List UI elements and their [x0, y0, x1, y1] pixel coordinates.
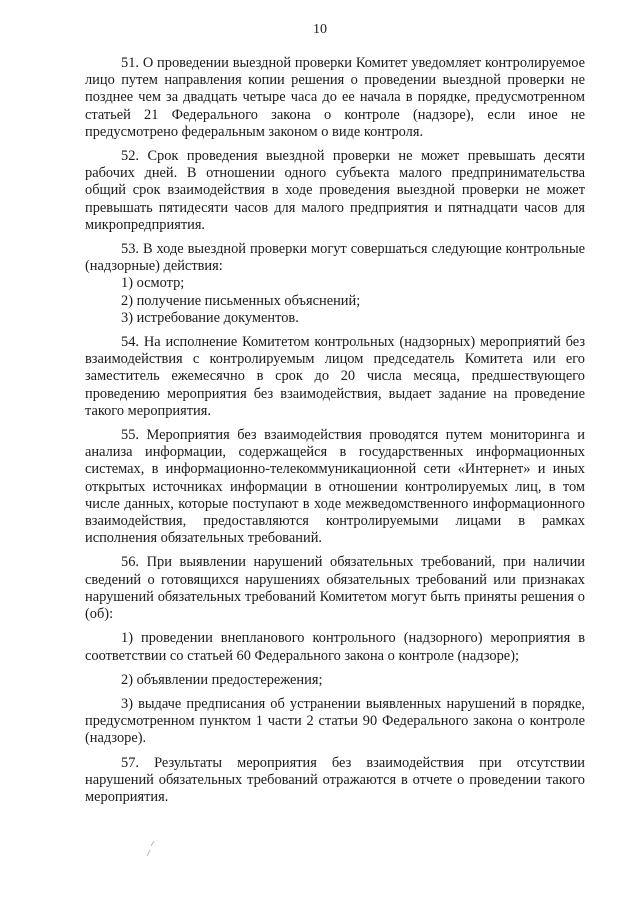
list-item: 2) получение письменных объяснений; [121, 292, 361, 309]
paragraph-53: 53. В ходе выездной проверки могут совершаться следующие контрольные (надзорные) действия: [85, 241, 585, 275]
document-body [85, 55, 585, 813]
scan-mark [145, 838, 157, 858]
paragraph-57: 57. Результаты мероприятия без взаимодействия при отсутствии нарушений обязательных требований отражаются в отчете о проведении такого мероприятия. [85, 754, 585, 805]
paragraph-51: 51. О проведении выездной проверки Комитет уведомляет контролируемое лицо путем направления копии решения о проведении выездной проверки не позднее чем за двадцать четыре часа до ее начала в порядке, предусмотренном статьей 21 Федерального закона о контроле (надзоре), если иное не предусмотрено федеральным законом о виде контроля. [85, 55, 585, 140]
paragraph-54: 54. На исполнение Комитетом контрольных (надзорных) мероприятий без взаимодействия с контролируемым лицом председатель Комитета или его заместитель ежемесячно в срок до 20 числа месяца, предшествующего проведению мероприятия без взаимодействия, выдает задание на проведение такого мероприятия. [85, 334, 585, 419]
paragraph-55: 55. Мероприятия без взаимодействия проводятся путем мониторинга и анализа информации, содержащейся в государственных информационных системах, в информационно-телекоммуникационной сети «Интернет» и иных открытых источниках информации в отношении контролируемых лиц, в том числе данных, которые поступают в ходе межведомственного информационного взаимодействия, предоставляются контролируемыми лицами в рамках исполнения обязательных требований. [85, 427, 585, 547]
list-item: 3) истребование документов. [121, 309, 299, 326]
list-item: 3) выдаче предписания об устранении выявленных нарушений в порядке, предусмотренном пунктом 1 части 2 статьи 90 Федерального закона о контроле (надзоре). [85, 695, 585, 747]
list-item: 2) объявлении предостережения; [121, 671, 323, 688]
paragraph-52: 52. Срок проведения выездной проверки не может превышать десяти рабочих дней. В отношении одного субъекта малого предпринимательства общий срок взаимодействия в ходе проведения выездной проверки не может превышать пятидесяти часов для малого предприятия и пятнадцати часов для микропредприятия. [85, 148, 585, 233]
paragraph-56: 56. При выявлении нарушений обязательных требований, при наличии сведений о готовящихся нарушениях обязательных требований или признаках нарушений обязательных требований Комитетом могут быть приняты решения о (об): [85, 554, 585, 623]
page-number: 10 [313, 22, 327, 37]
list-item: 1) проведении внепланового контрольного (надзорного) мероприятия в соответствии со статьей 60 Федерального закона о контроле (надзоре); [85, 630, 585, 664]
list-item: 1) осмотр; [121, 275, 185, 292]
